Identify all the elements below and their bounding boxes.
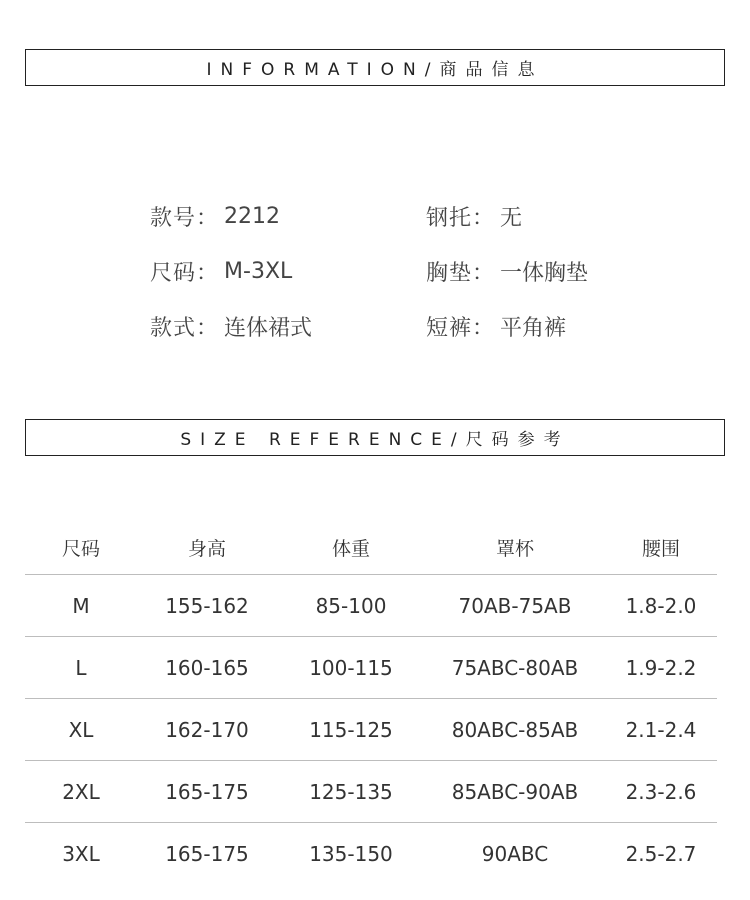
header-waist: 腰围 — [641, 537, 680, 560]
cell-height: 155-162 — [165, 593, 249, 618]
info-label: 钢托 — [426, 206, 473, 231]
info-padding — [426, 256, 588, 287]
cell-size: M — [72, 593, 90, 618]
cell-weight: 85-100 — [315, 593, 387, 618]
cell-height: 165-175 — [165, 841, 249, 866]
cell-waist: 1.8-2.0 — [625, 593, 697, 618]
info-shorts — [426, 311, 566, 342]
cell-weight: 135-150 — [309, 841, 393, 866]
cell-cup: 90ABC — [481, 841, 549, 866]
info-value: 一体胸垫 — [500, 261, 589, 286]
cell-size: XL — [68, 717, 94, 742]
information-banner-title: INFORMATION/商品信息 — [206, 60, 544, 80]
cell-height: 165-175 — [165, 779, 249, 804]
info-separator: ： — [196, 206, 219, 231]
table-row — [25, 575, 717, 637]
info-value: 2212 — [224, 204, 281, 229]
info-separator: ： — [472, 316, 495, 341]
info-label: 尺码 — [150, 261, 197, 286]
cell-waist: 2.3-2.6 — [625, 779, 697, 804]
cell-waist: 2.1-2.4 — [625, 717, 697, 742]
cell-waist: 1.9-2.2 — [625, 655, 697, 680]
info-value: M-3XL — [224, 259, 293, 284]
size-reference-banner — [25, 419, 725, 456]
info-label: 短裤 — [426, 316, 473, 341]
info-label: 胸垫 — [426, 261, 473, 286]
info-value: 无 — [500, 206, 523, 231]
info-separator: ： — [472, 261, 495, 286]
info-separator: ： — [196, 316, 219, 341]
cell-size: 3XL — [62, 841, 100, 866]
size-table-header — [25, 520, 717, 575]
info-value: 连体裙式 — [224, 316, 313, 341]
size-table — [25, 520, 717, 884]
product-info-section — [0, 0, 750, 400]
header-cup: 罩杯 — [495, 537, 534, 560]
table-row — [25, 699, 717, 761]
cell-weight: 100-115 — [309, 655, 393, 680]
cell-cup: 70AB-75AB — [458, 593, 572, 618]
info-value: 平角裤 — [500, 316, 567, 341]
info-style-number — [150, 201, 280, 232]
info-underwire — [426, 201, 522, 232]
cell-height: 162-170 — [165, 717, 249, 742]
table-row — [25, 761, 717, 823]
cell-cup: 85ABC-90AB — [451, 779, 579, 804]
table-row — [25, 637, 717, 699]
info-style — [150, 311, 312, 342]
header-height: 身高 — [187, 537, 226, 560]
info-separator: ： — [472, 206, 495, 231]
cell-weight: 115-125 — [309, 717, 393, 742]
info-label: 款号 — [150, 206, 197, 231]
cell-height: 160-165 — [165, 655, 249, 680]
info-separator: ： — [196, 261, 219, 286]
header-weight: 体重 — [331, 537, 370, 560]
info-label: 款式 — [150, 316, 197, 341]
info-size-range — [150, 256, 292, 287]
header-size: 尺码 — [61, 537, 100, 560]
cell-size: 2XL — [62, 779, 100, 804]
cell-size: L — [75, 655, 87, 680]
cell-cup: 80ABC-85AB — [451, 717, 579, 742]
cell-weight: 125-135 — [309, 779, 393, 804]
size-reference-banner-title: SIZE REFERENCE/尺码参考 — [180, 430, 570, 450]
table-row — [25, 823, 717, 884]
cell-cup: 75ABC-80AB — [451, 655, 579, 680]
cell-waist: 2.5-2.7 — [625, 841, 697, 866]
